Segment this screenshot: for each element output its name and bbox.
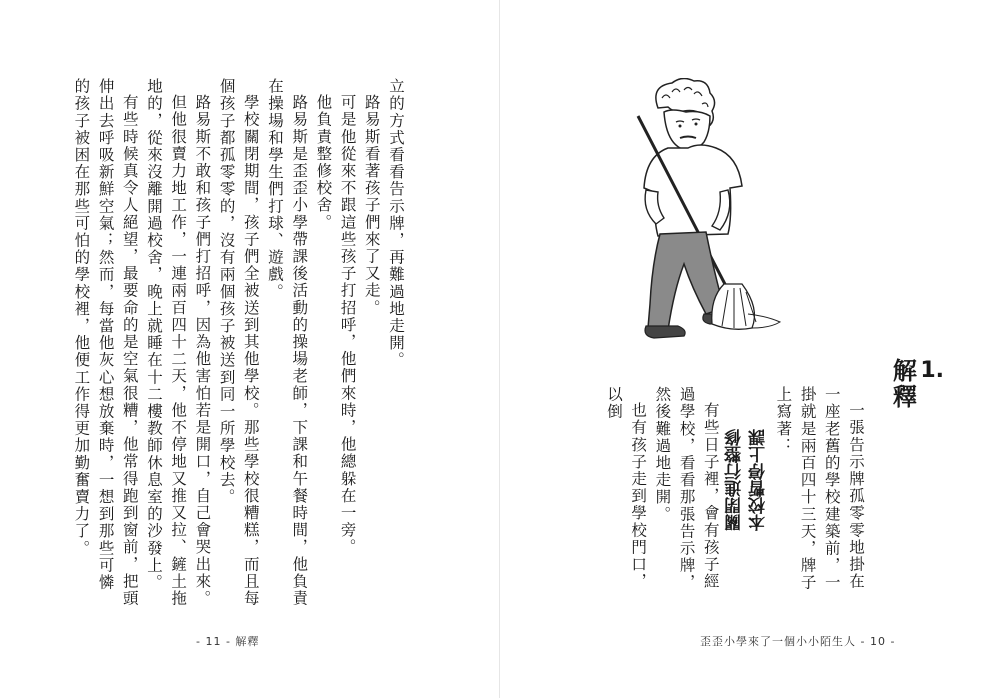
right-body-text <box>602 386 868 604</box>
paragraph: 但他很賣力地工作，一連兩百四十二天，他不停地又推又拉、鏟土拖地的，從來沒離開過校舍，晚上就睡在十二樓教師休息室的沙發上。 <box>144 78 188 607</box>
page-footer-left: - 11 - 解釋 <box>196 635 260 648</box>
paragraph: 可是他從來不跟這些孩子打招呼，他們來時，他總躲在一旁。 <box>338 93 357 556</box>
page-footer-right: 歪歪小學來了一個小小陌生人 - 10 - <box>700 635 896 648</box>
paragraph: 學校關閉期間，孩子們全被送到其他學校。那些學校很糟糕，而且每個孩子都孤零零的，沒有兩個孩子被送到同一所學校去。 <box>217 78 260 607</box>
paragraph: 路易斯看著孩子們來了又走。 <box>362 93 381 316</box>
paragraph: 也有孩子走到學校門口，以倒 <box>604 386 648 590</box>
paragraph: 立的方式看看告示牌，再難過地走開。 <box>387 78 405 369</box>
paragraph: 一張告示牌孤零零地掛在一座老舊的學校建築前，一掛就是兩百四十三天，牌子上寫著： <box>774 386 865 592</box>
paragraph: 他負責整修校舍。 <box>314 93 333 231</box>
chapter-number: 1. <box>920 358 944 383</box>
chapter-title: 解釋 <box>888 358 917 410</box>
paragraph: 有些時候真令人絕望，最要命的是空氣很糟，他常得跑到窗前，把頭伸出去呼吸新鮮空氣；然而，每當他灰心想放棄時，一想到那些可憐的孩子被困在那些可怕的學校裡，他便工作得更加勤奮賣力了。 <box>72 78 139 607</box>
paragraph: 路易斯不敢和孩子們打招呼，因為他害怕若是開口，自己會哭出來。 <box>193 93 212 607</box>
paragraph: 路易斯是歪歪小學帶課後活動的操場老師，下課和午餐時間，他負責在操場和學生們打球、遊戲。 <box>265 78 309 607</box>
chapter-heading <box>884 358 944 410</box>
sign-text: 本校暫停上課 <box>748 428 769 531</box>
paragraph: 有些日子裡，會有孩子經過學校，看看那張告示牌，然後難過地走開。 <box>653 386 720 592</box>
sign-text-closed: 關閉進行整修 <box>724 428 745 531</box>
left-body-text <box>69 78 408 608</box>
janitor-with-mop-icon <box>628 78 783 343</box>
